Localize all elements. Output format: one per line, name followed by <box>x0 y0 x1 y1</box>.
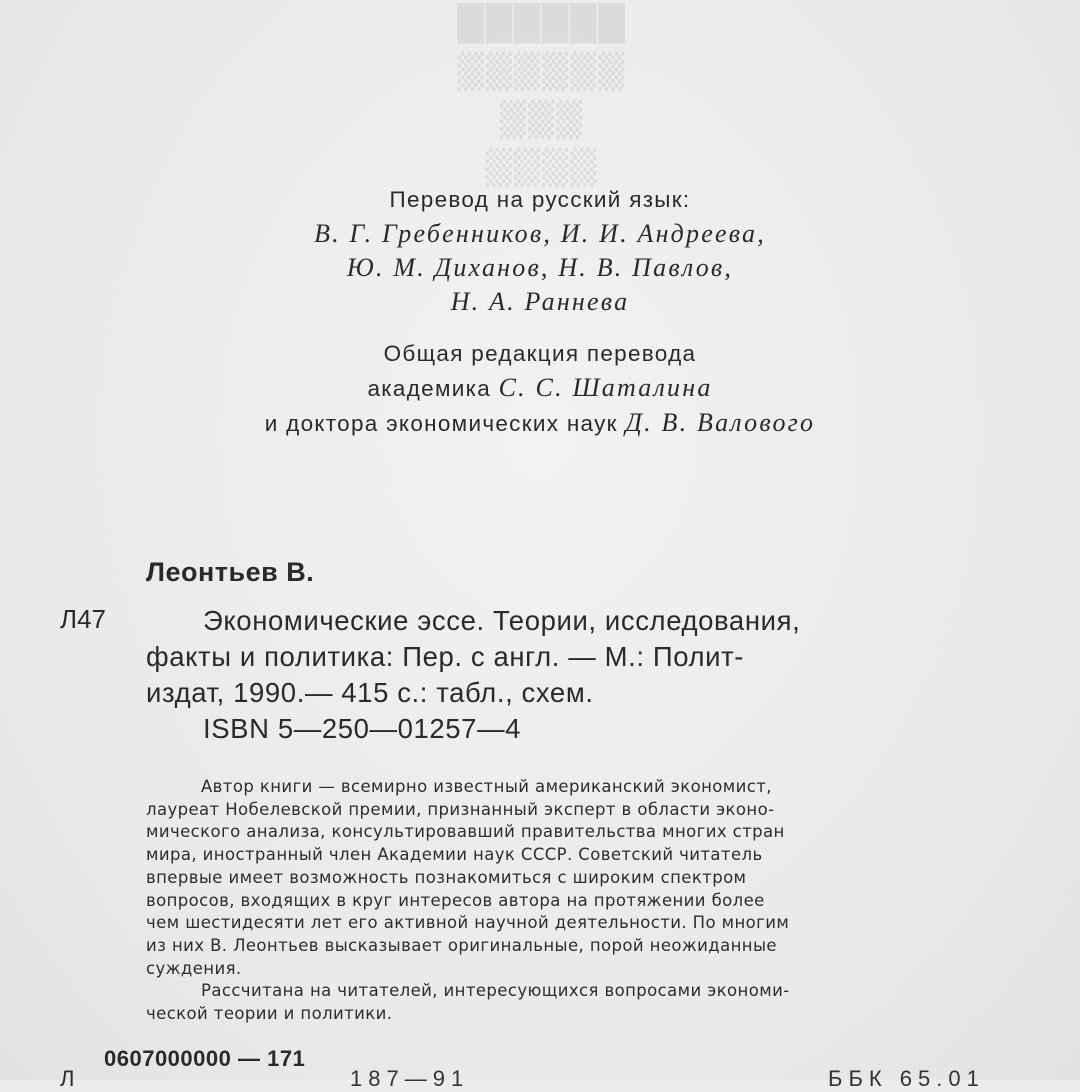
translation-credits <box>0 183 1080 319</box>
annotation-line: Автор книги — всемирно известный американский экономист, <box>201 777 772 796</box>
annotation <box>146 776 996 1026</box>
translators-line: В. Г. Гребенников, И. И. Андреева, <box>314 219 766 248</box>
editing-line <box>0 371 1080 406</box>
annotation-line: из них В. Леонтьев высказывает оригинальные, порой неожиданные <box>146 935 777 955</box>
publisher-code: 0607000000 — 171 <box>104 1046 306 1071</box>
editor-name: Д. В. Валового <box>625 408 816 437</box>
biblio-line: факты и политика: Пер. с англ. — М.: Полит- <box>146 641 745 672</box>
annotation-line: впервые имеет возможность познакомиться с широким спектром <box>146 867 747 887</box>
annotation-line: чем шестидесяти лет его активной научной деятельности. По многим <box>146 913 790 933</box>
annotation-line: мического анализа, консультировавший правительства многих стран <box>146 822 785 842</box>
annotation-line: ческой теории и политики. <box>146 1004 393 1024</box>
editing-title: и доктора экономических наук <box>264 411 618 436</box>
biblio-line: издат, 1990.— 415 с.: табл., схем. <box>146 677 594 708</box>
bbk-code: ББК 65.01 <box>828 1066 985 1091</box>
isbn: ISBN 5—250—01257—4 <box>203 713 522 744</box>
annotation-line: вопросов, входящих в круг интересов автора на протяжении более <box>146 890 765 910</box>
footer-letter: Л <box>60 1066 75 1091</box>
translation-heading: Перевод на русский язык: <box>389 187 691 212</box>
editor-name: С. С. Шаталина <box>498 373 713 402</box>
editing-title: академика <box>367 376 492 401</box>
editing-line: Общая редакция перевода <box>383 341 697 366</box>
biblio-line: Экономические эссе. Теории, исследования, <box>203 605 801 636</box>
annotation-line: суждения. <box>146 958 242 978</box>
editing-credits <box>0 337 1080 441</box>
library-code: Л47 <box>60 604 106 634</box>
editing-line <box>0 406 1080 441</box>
bleed-through-text: ██████ ▒▒▒▒▒▒ ▒▒▒ ▒▒▒▒ <box>455 4 625 188</box>
translators-line: Ю. М. Диханов, Н. В. Павлов, <box>346 253 734 282</box>
annotation-line: мира, иностранный член Академии наук СССР. Советский читатель <box>146 845 763 865</box>
annotation-line: лауреат Нобелевской премии, признанный эксперт в области эконо- <box>146 799 775 819</box>
footer-number: 187—91 <box>350 1066 470 1091</box>
author-heading: Леонтьев В. <box>146 557 315 587</box>
annotation-line: Рассчитана на читателей, интересующихся вопросами экономи- <box>201 981 790 1001</box>
bibliographic-record <box>146 603 1006 747</box>
translators-line: Н. А. Раннева <box>450 287 630 316</box>
